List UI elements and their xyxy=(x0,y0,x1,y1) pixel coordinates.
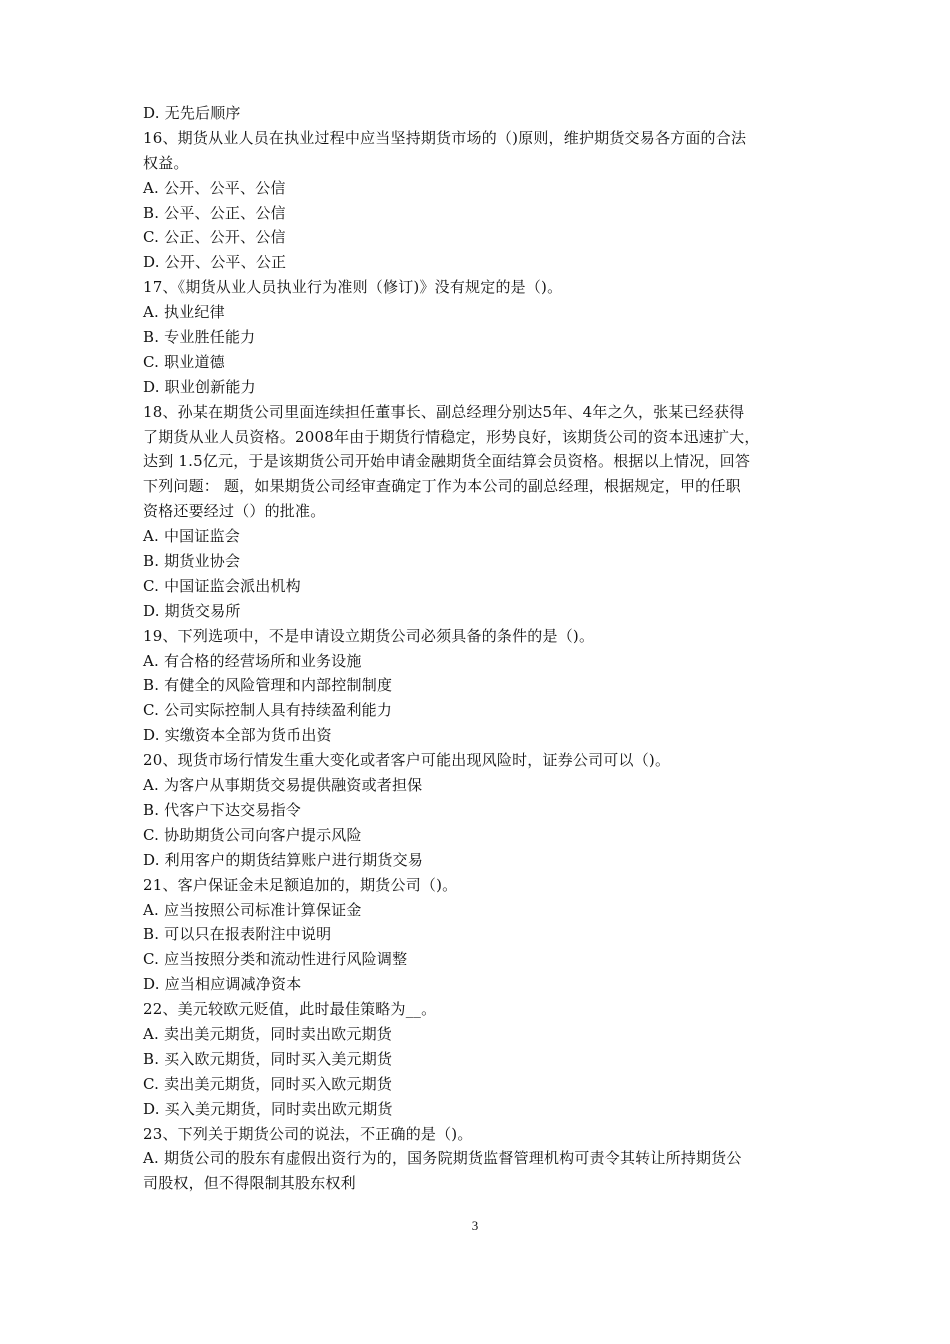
question-18-option-b: B. 期货业协会 xyxy=(143,552,241,571)
question-22-stem: 22、美元较欧元贬值，此时最佳策略为__。 xyxy=(143,1000,437,1019)
question-20-option-a: A. 为客户从事期货交易提供融资或者担保 xyxy=(143,776,423,795)
question-16-option-d: D. 公开、公平、公正 xyxy=(143,253,287,272)
question-23-stem: 23、下列关于期货公司的说法，不正确的是（)。 xyxy=(143,1124,473,1143)
question-17-option-b: B. 专业胜任能力 xyxy=(143,328,256,347)
question-17-option-a: A. 执业纪律 xyxy=(143,303,225,322)
question-17-option-c: C. 职业道德 xyxy=(143,352,225,371)
page-number: 3 xyxy=(471,1218,479,1233)
question-21-option-b: B. 可以只在报表附注中说明 xyxy=(143,925,332,944)
question-22-option-a: A. 卖出美元期货，同时卖出欧元期货 xyxy=(143,1024,392,1043)
question-17-option-d: D. 职业创新能力 xyxy=(143,377,256,396)
question-16-stem: 16、期货从业人员在执业过程中应当坚持期货市场的（)原则，维护期货交易各方面的合法 xyxy=(143,128,747,147)
question-18-stem-cont: 达到 1.5亿元，于是该期货公司开始申请金融期货全面结算会员资格。根据以上情况，回答 xyxy=(143,452,751,471)
question-22-option-b: B. 买入欧元期货，同时买入美元期货 xyxy=(143,1049,393,1068)
question-20-option-d: D. 利用客户的期货结算账户进行期货交易 xyxy=(143,850,424,869)
question-18-stem-cont: 资格还要经过（）的批准。 xyxy=(143,502,326,521)
question-21-option-d: D. 应当相应调减净资本 xyxy=(143,975,302,994)
text-line: D. 无先后顺序 xyxy=(143,104,241,122)
document-body xyxy=(143,101,811,1196)
question-22-option-c: C. 卖出美元期货，同时买入欧元期货 xyxy=(143,1074,393,1093)
question-21-option-c: C. 应当按照分类和流动性进行风险调整 xyxy=(143,950,408,969)
question-16-option-b: B. 公平、公正、公信 xyxy=(143,203,286,222)
question-18-stem-cont: 下列问题： 题，如果期货公司经审查确定丁作为本公司的副总经理，根据规定，甲的任职 xyxy=(143,477,741,496)
question-19-option-d: D. 实缴资本全部为货币出资 xyxy=(143,726,332,745)
question-19-option-c: C. 公司实际控制人具有持续盈利能力 xyxy=(143,701,393,720)
question-22-option-d: D. 买入美元期货，同时卖出欧元期货 xyxy=(143,1099,393,1118)
question-23-option-a: A. 期货公司的股东有虚假出资行为的，国务院期货监督管理机构可责令其转让所持期货公 xyxy=(143,1149,742,1168)
question-21-option-a: A. 应当按照公司标准计算保证金 xyxy=(143,900,362,919)
question-18-option-a: A. 中国证监会 xyxy=(143,527,240,546)
question-21-stem: 21、客户保证金未足额追加的，期货公司（)。 xyxy=(143,875,458,894)
question-19-option-a: A. 有合格的经营场所和业务设施 xyxy=(143,651,362,670)
question-16-option-c: C. 公正、公开、公信 xyxy=(143,228,286,247)
question-20-option-b: B. 代客户下达交易指令 xyxy=(143,800,301,819)
question-19-stem: 19、下列选项中，不是申请设立期货公司必须具备的条件的是（)。 xyxy=(143,626,595,645)
question-17-stem: 17、《期货从业人员执业行为准则（修订)》没有规定的是（)。 xyxy=(143,278,563,297)
question-16-option-a: A. 公开、公平、公信 xyxy=(143,178,286,197)
question-16-stem-cont: 权益。 xyxy=(143,153,189,172)
question-18-option-d: D. 期货交易所 xyxy=(143,601,241,620)
question-18-stem: 18、孙某在期货公司里面连续担任董事长、副总经理分别达5年、4年之久，张某已经获得 xyxy=(143,402,745,421)
question-20-option-c: C. 协助期货公司向客户提示风险 xyxy=(143,825,362,844)
question-20-stem: 20、现货市场行情发生重大变化或者客户可能出现风险时，证券公司可以（)。 xyxy=(143,751,671,770)
question-18-stem-cont: 了期货从业人员资格。2008年由于期货行情稳定，形势良好，该期货公司的资本迅速扩大， xyxy=(143,427,760,446)
question-18-option-c: C. 中国证监会派出机构 xyxy=(143,576,301,595)
question-23-option-a-cont: 司股权，但不得限制其股东权利 xyxy=(143,1174,356,1193)
question-19-option-b: B. 有健全的风险管理和内部控制制度 xyxy=(143,676,393,695)
